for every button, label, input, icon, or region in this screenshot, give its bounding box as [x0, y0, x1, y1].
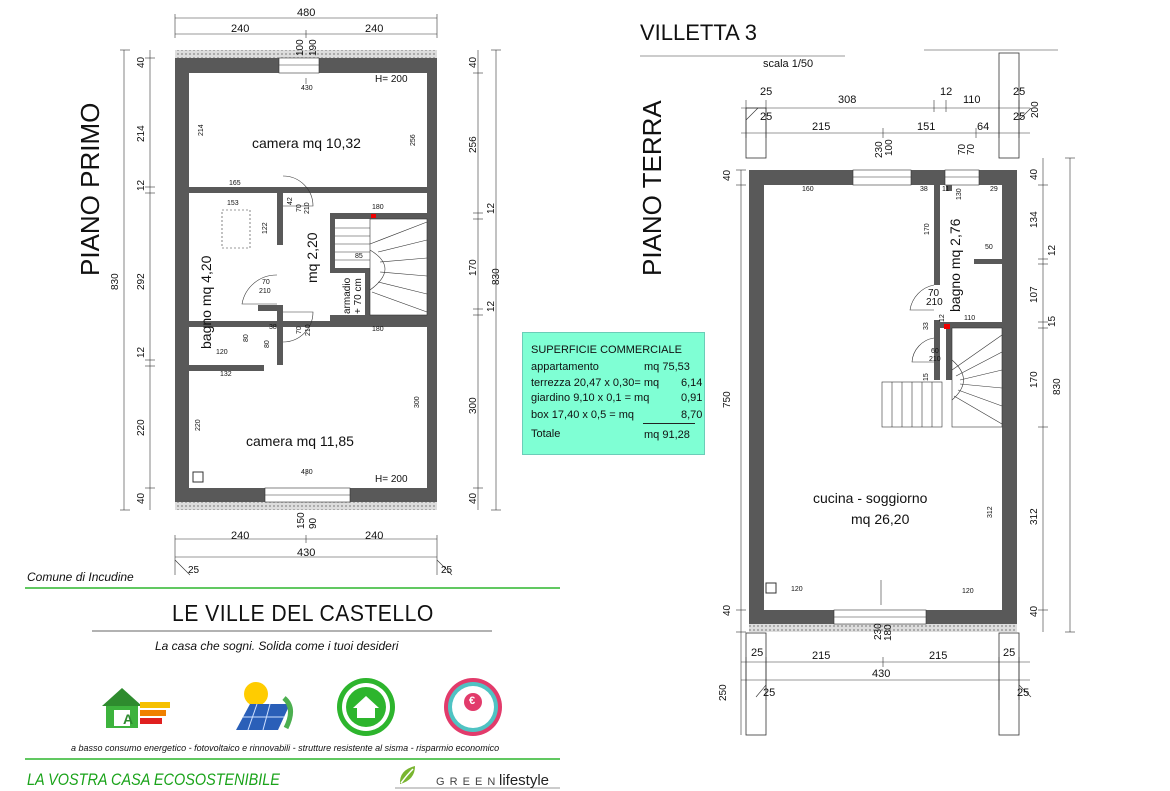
dim-bwin-a: 150 [296, 512, 307, 529]
seismic-logo [333, 676, 403, 736]
g-dim-top-e: 25 [1013, 86, 1026, 98]
sup-row-label: giardino 9,10 x 0,1 = mq [531, 392, 650, 404]
g-dim-top-b: 308 [838, 94, 857, 106]
dim-165: 165 [229, 180, 241, 187]
g-dim-top-g: 215 [812, 121, 831, 133]
dim-right-total: 830 [491, 268, 502, 285]
slogan: LA VOSTRA CASA ECOSOSTENIBILE [27, 770, 280, 789]
dim-left-g: 40 [136, 492, 147, 504]
sheet-title: VILLETTA 3 [640, 20, 757, 45]
dim-right-e: 12 [486, 300, 497, 312]
dim-out-left: 25 [188, 565, 200, 576]
sheet-scale: scala 1/50 [763, 58, 814, 70]
dim-85: 85 [355, 253, 363, 260]
g-dim-right-a: 40 [1029, 168, 1040, 180]
g-dim-bottom-c: 215 [929, 650, 948, 662]
g-dim-110: 110 [964, 315, 976, 322]
dim-430-bottom-inner: 430 [301, 469, 313, 476]
seismic-house-icon [333, 676, 403, 738]
leaf-icon [397, 764, 419, 786]
first-floor-label: PIANO PRIMO [75, 102, 105, 276]
g-dim-bottom-b: 215 [812, 650, 831, 662]
piggy-icon [440, 676, 510, 738]
dim-42: 42 [287, 197, 294, 205]
g-dim-top-c: 12 [940, 86, 953, 98]
g-room-living: cucina - soggiorno [813, 490, 928, 506]
dim-top-total: 480 [297, 7, 316, 19]
dim-left-e: 12 [136, 346, 147, 358]
g-dim-top-f: 25 [760, 111, 773, 123]
dim-256-inner: 256 [410, 134, 417, 146]
sup-row-label: terrezza 20,47 x 0,30= mq [531, 377, 660, 389]
dim-win-b: 190 [308, 39, 319, 56]
dim-120: 120 [216, 349, 228, 356]
dim-132: 132 [220, 371, 232, 378]
sup-row-value: 0,91 [681, 392, 703, 404]
g-dim-right-b: 134 [1029, 211, 1040, 228]
dim-180-bottom: 180 [372, 326, 384, 333]
g-dim-170-inner: 170 [924, 223, 931, 235]
g-dim-120a: 120 [791, 586, 803, 593]
g-dim-70: 70 [928, 288, 940, 299]
dim-80a: 80 [243, 334, 250, 342]
superficie-title: SUPERFICIE COMMERCIALE [531, 344, 682, 356]
dim-win-a: 100 [295, 39, 306, 56]
sup-row-value: 6,14 [681, 377, 703, 389]
g-dim-top-h: 151 [917, 121, 936, 133]
g-dim-bottom-g: 25 [1017, 687, 1030, 699]
first-floor-plan [120, 14, 501, 575]
dim-70b: 70 [262, 279, 270, 286]
g-room-living-area: mq 26,20 [851, 511, 910, 527]
solar-logo [228, 678, 298, 738]
ground-floor-plan [637, 50, 1075, 735]
dim-180-top: 180 [372, 204, 384, 211]
g-dim-15-inner: 15 [923, 373, 930, 381]
energy-letter: A [123, 711, 134, 727]
dim-out-right: 25 [441, 565, 453, 576]
dim-70a: 70 [296, 204, 303, 212]
dim-430-top: 430 [301, 85, 313, 92]
green-label: G R E E N [436, 776, 497, 788]
g-dim-160: 160 [802, 186, 814, 193]
savings-logo [440, 676, 510, 736]
g-dim-right-e: 15 [1047, 315, 1058, 327]
g-win-180: 180 [883, 624, 894, 641]
g-dim-right-h: 40 [1029, 605, 1040, 617]
g-dim-312-inner: 312 [987, 506, 994, 518]
dim-220-inner: 220 [195, 419, 202, 431]
solar-panel-icon [228, 678, 298, 738]
g-dim-12-inner: 12 [939, 314, 946, 322]
dim-right-f: 300 [468, 397, 479, 414]
g-dim-left-total: 750 [722, 391, 733, 408]
g-dim-right-g: 312 [1029, 508, 1040, 525]
dim-right-g: 40 [468, 492, 479, 504]
g-dim-top-j: 25 [1013, 111, 1026, 123]
dim-left-f: 220 [136, 419, 147, 436]
g-dim-left-a: 40 [722, 169, 733, 181]
h-top: H= 200 [375, 74, 408, 85]
sup-row-value: mq 75,53 [644, 361, 690, 373]
g-dim-right-c: 12 [1047, 244, 1058, 256]
dim-bottom-left: 240 [231, 530, 250, 542]
room-bagno: bagno mq 4,20 [198, 255, 214, 349]
g-dim-bottom-f: 25 [763, 687, 776, 699]
dim-right-a: 40 [468, 56, 479, 68]
dim-right-b: 256 [468, 136, 479, 153]
g-dim-right-total: 830 [1052, 378, 1063, 395]
dim-210c: 210 [305, 324, 312, 336]
g-dim-210: 210 [926, 297, 943, 308]
ground-floor-label: PIANO TERRA [637, 100, 667, 276]
sup-total-label: Totale [531, 428, 561, 440]
g-win-70: 70 [957, 143, 968, 155]
g-win-230b: 230 [873, 623, 884, 640]
g-win-230: 230 [874, 141, 885, 158]
room-camera-bottom: camera mq 11,85 [246, 433, 354, 449]
g-dim-bottom-a: 25 [751, 647, 764, 659]
g-dim-11: 11 [942, 186, 950, 193]
g-dim-top-a: 25 [760, 86, 773, 98]
superficie-commerciale-box [522, 332, 705, 455]
sup-total-value: mq 91,28 [644, 429, 690, 441]
dim-153: 153 [227, 200, 239, 207]
dim-bwin-b: 90 [308, 517, 319, 529]
comune-label: Comune di Incudine [27, 570, 134, 584]
room-camera-top: camera mq 10,32 [252, 135, 361, 151]
dim-left-total: 830 [110, 273, 121, 290]
g-dim-210b: 210 [929, 356, 941, 363]
sum-rule [643, 423, 695, 424]
g-dim-50: 50 [985, 244, 993, 251]
dim-left-c: 12 [136, 179, 147, 191]
sup-row-label: box 17,40 x 0,5 = mq [531, 409, 635, 421]
g-dim-33: 33 [923, 322, 930, 330]
g-dim-right-d: 107 [1029, 286, 1040, 303]
g-dim-bottom-h: 250 [718, 684, 729, 701]
g-dim-bottom-d: 25 [1003, 647, 1016, 659]
dim-70c: 70 [296, 326, 303, 334]
g-dim-top-k: 200 [1030, 101, 1041, 118]
g-dim-right-f: 170 [1029, 371, 1040, 388]
sup-row-value: 8,70 [681, 409, 703, 421]
dim-right-c: 12 [486, 202, 497, 214]
g-win-70b: 70 [966, 143, 977, 155]
brand-title: LE VILLE DEL CASTELLO [172, 600, 434, 626]
dim-38: 38 [269, 324, 277, 331]
sup-row-label: appartamento [531, 361, 599, 373]
room-armadio: armadio + 70 cm [342, 277, 364, 314]
lifestyle-label: lifestyle [499, 772, 550, 789]
dim-210b: 210 [259, 288, 271, 295]
h-bottom: H= 200 [375, 474, 408, 485]
dim-300-inner: 300 [414, 396, 421, 408]
dim-top-right: 240 [365, 23, 384, 35]
energy-class-logo [92, 682, 162, 742]
g-dim-top-i: 64 [977, 121, 990, 133]
g-dim-120b: 120 [962, 588, 974, 595]
dim-top-left: 240 [231, 23, 250, 35]
brand-tagline: La casa che sogni. Solida come i tuoi desideri [155, 639, 399, 653]
dim-bottom-total: 430 [297, 547, 316, 559]
g-win-100: 100 [884, 139, 895, 156]
dim-left-d: 292 [136, 273, 147, 290]
room-corridor: mq 2,20 [304, 232, 320, 283]
g-dim-bottom-e: 430 [872, 668, 891, 680]
dim-214-inner: 214 [198, 124, 205, 136]
dim-122: 122 [262, 222, 269, 234]
dim-left-b: 214 [136, 125, 147, 142]
dim-80b: 80 [264, 340, 271, 348]
g-dim-left-b: 40 [722, 604, 733, 616]
dim-right-d: 170 [468, 259, 479, 276]
g-dim-130: 130 [956, 188, 963, 200]
g-room-bagno: bagno mq 2,76 [947, 218, 963, 312]
euro-symbol: € [469, 695, 476, 707]
g-dim-38: 38 [920, 186, 928, 193]
g-dim-60: 60 [931, 348, 939, 355]
g-dim-29: 29 [990, 186, 998, 193]
dim-210a: 210 [304, 202, 311, 214]
dim-bottom-right: 240 [365, 530, 384, 542]
dim-left-a: 40 [136, 56, 147, 68]
g-dim-top-d: 110 [963, 94, 981, 106]
features-caption: a basso consumo energetico - fotovoltaico e rinnovabili - strutture resistente al sisma - risparmio economico [71, 743, 500, 753]
